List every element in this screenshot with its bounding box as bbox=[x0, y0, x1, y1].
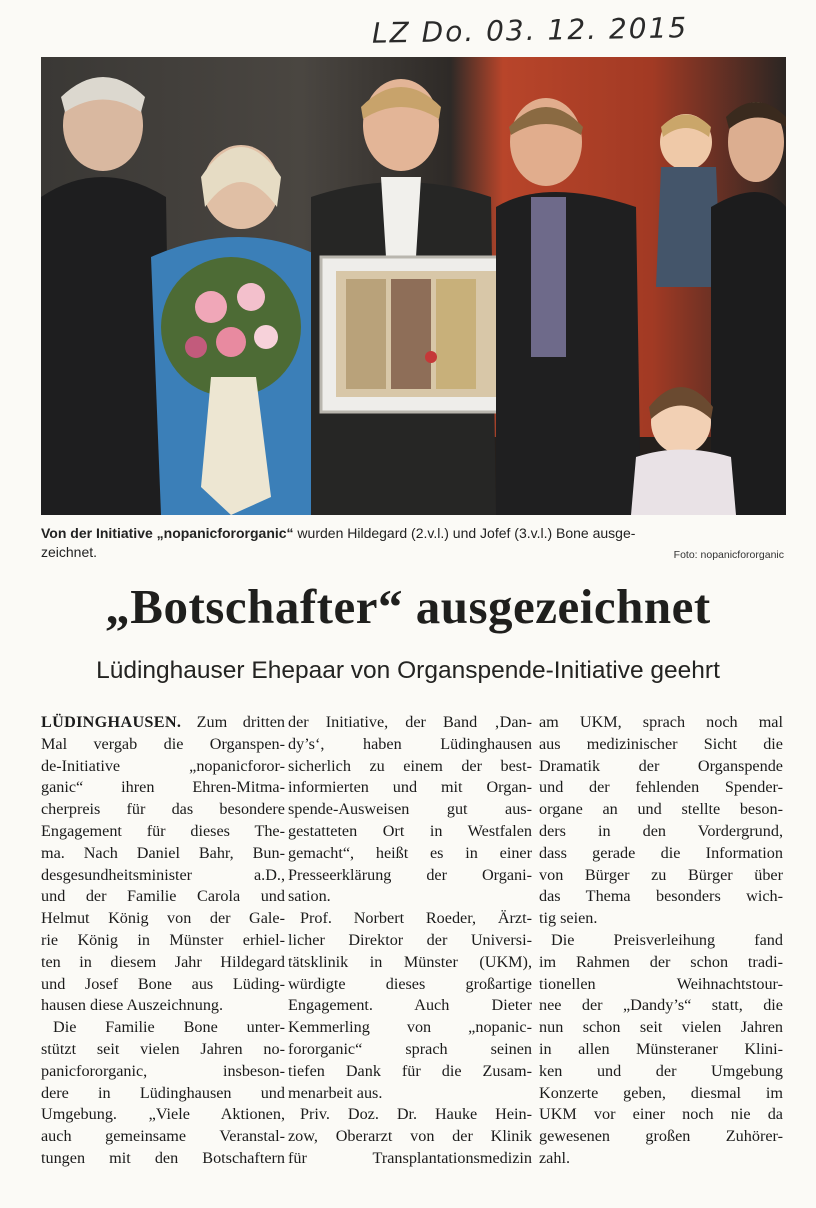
column-line: Konzerte geben, diesmal im bbox=[539, 1083, 783, 1102]
column-line: rie König in Münster erhiel- bbox=[41, 930, 285, 949]
column-line: nun schon seit vielen Jahren bbox=[539, 1018, 783, 1037]
dateline: LÜDINGHAUSEN. bbox=[41, 713, 182, 731]
column-line: UKM vor einer noch nie da bbox=[539, 1105, 783, 1124]
caption-text-line2: zeichnet. bbox=[41, 544, 98, 560]
column-line: stützt seit vielen Jahren no- bbox=[41, 1039, 285, 1058]
column-line: fororganic“ sprach seinen bbox=[288, 1039, 532, 1058]
column-line: am UKM, sprach noch mal bbox=[539, 713, 783, 731]
column-line: und der fehlenden Spender- bbox=[539, 778, 783, 797]
column-line: LÜDINGHAUSEN. Zum dritten bbox=[41, 713, 285, 731]
column-line: panicfororganic, insbeson- bbox=[41, 1061, 285, 1080]
column-line: licher Direktor der Universi- bbox=[288, 930, 532, 949]
group-photo bbox=[41, 57, 786, 515]
column-line: spende-Ausweisen gut aus- bbox=[288, 800, 532, 819]
column-line: Engagement für dieses The- bbox=[41, 821, 285, 840]
column-line: de-Initiative „nopanicforor- bbox=[41, 756, 285, 775]
column-line: Kemmerling von „nopanic- bbox=[288, 1018, 532, 1037]
column-line: gestatteten Ort in Westfalen bbox=[288, 821, 532, 840]
column-line: cherpreis für das besondere bbox=[41, 800, 285, 819]
column-line: Priv. Doz. Dr. Hauke Hein- bbox=[300, 1105, 532, 1124]
column-line: Dramatik der Organspende bbox=[539, 756, 783, 775]
column-line: Presseerklärung der Organi- bbox=[288, 865, 532, 884]
column-line: in allen Münsteraner Klini- bbox=[539, 1039, 783, 1058]
column-line: das Thema besonders wich- bbox=[539, 887, 783, 906]
column-line: auch gemeinsame Veranstal- bbox=[41, 1127, 285, 1146]
column-line: desgesundheitsminister a.D., bbox=[41, 865, 285, 884]
article-column-3 bbox=[539, 712, 783, 1170]
column-line: Engagement. Auch Dieter bbox=[288, 996, 532, 1015]
column-line: Die Preisverleihung fand bbox=[551, 930, 783, 949]
column-line: informierten und mit Organ- bbox=[288, 778, 532, 797]
column-line: nee der „Dandy’s“ statt, die bbox=[539, 996, 783, 1015]
column-line: würdigte dieses großartige bbox=[288, 974, 532, 993]
column-line: sation. bbox=[288, 887, 331, 906]
column-line: Mal vergab die Organspen- bbox=[41, 734, 285, 753]
column-line: ganic“ ihren Ehren-Mitma- bbox=[41, 778, 285, 797]
column-line: Die Familie Bone unter- bbox=[53, 1018, 285, 1037]
column-line: im Rahmen der schon tradi- bbox=[539, 952, 783, 971]
column-line: tätsklinik in Münster (UKM), bbox=[288, 952, 532, 971]
subheadline: Lüdinghauser Ehepaar von Organspende-Initiative geehrt bbox=[96, 657, 720, 684]
column-line: der Initiative, der Band ‚Dan- bbox=[288, 713, 532, 731]
column-line: Helmut König von der Gale- bbox=[41, 909, 285, 928]
column-line: und Josef Bone aus Lüding- bbox=[41, 974, 285, 993]
column-line: zow, Oberarzt von der Klinik bbox=[288, 1127, 532, 1146]
column-line: dere in Lüdinghausen und bbox=[41, 1083, 285, 1102]
column-line: Umgebung. „Viele Aktionen, bbox=[41, 1105, 285, 1124]
column-line: tionellen Weihnachtstour- bbox=[539, 974, 783, 993]
photo-credit: Foto: nopanicfororganic bbox=[673, 549, 784, 561]
column-line: von Bürger zu Bürger über bbox=[539, 865, 783, 884]
column-line: dass gerade die Information bbox=[539, 843, 783, 862]
column-line: dy’s‘, haben Lüdinghausen bbox=[288, 734, 532, 753]
column-line: Prof. Norbert Roeder, Ärzt- bbox=[300, 909, 532, 928]
column-line: hausen diese Auszeichnung. bbox=[41, 996, 224, 1015]
article-column-2 bbox=[288, 712, 532, 1170]
column-line: organe an und stellte beson- bbox=[539, 800, 783, 819]
column-line: aus medizinischer Sicht die bbox=[539, 734, 783, 753]
caption-text: wurden Hildegard (2.v.l.) und Jofef (3.v.l.) Bone ausge- bbox=[293, 525, 636, 541]
column-line: tungen mit den Botschaftern bbox=[41, 1148, 285, 1167]
column-line: tig seien. bbox=[539, 909, 598, 928]
article-column-1 bbox=[41, 712, 285, 1170]
column-line: sicherlich zu einem der best- bbox=[288, 756, 532, 775]
column-line: für Transplantationsmedizin bbox=[288, 1148, 532, 1167]
column-line: ders in den Vordergrund, bbox=[539, 821, 783, 840]
headline: „Botschafter“ ausgezeichnet bbox=[105, 579, 711, 634]
column-line: ten in diesem Jahr Hildegard bbox=[41, 952, 285, 971]
column-line: ken und der Umgebung bbox=[539, 1061, 783, 1080]
column-line: gemacht“, heißt es in einer bbox=[288, 843, 532, 862]
handwritten-date-annotation: LZ Do. 03. 12. 2015 bbox=[371, 11, 689, 50]
caption-bold: Von der Initiative „nopanicfororganic“ bbox=[41, 525, 294, 541]
column-line: gewesenen großen Zuhörer- bbox=[539, 1127, 783, 1146]
column-line: menarbeit aus. bbox=[288, 1083, 383, 1102]
column-line: zahl. bbox=[539, 1148, 571, 1167]
column-line: ma. Nach Daniel Bahr, Bun- bbox=[41, 843, 285, 862]
column-line: tiefen Dank für die Zusam- bbox=[288, 1061, 532, 1080]
group-photo-icon bbox=[41, 57, 786, 515]
column-line: und der Familie Carola und bbox=[41, 887, 285, 906]
